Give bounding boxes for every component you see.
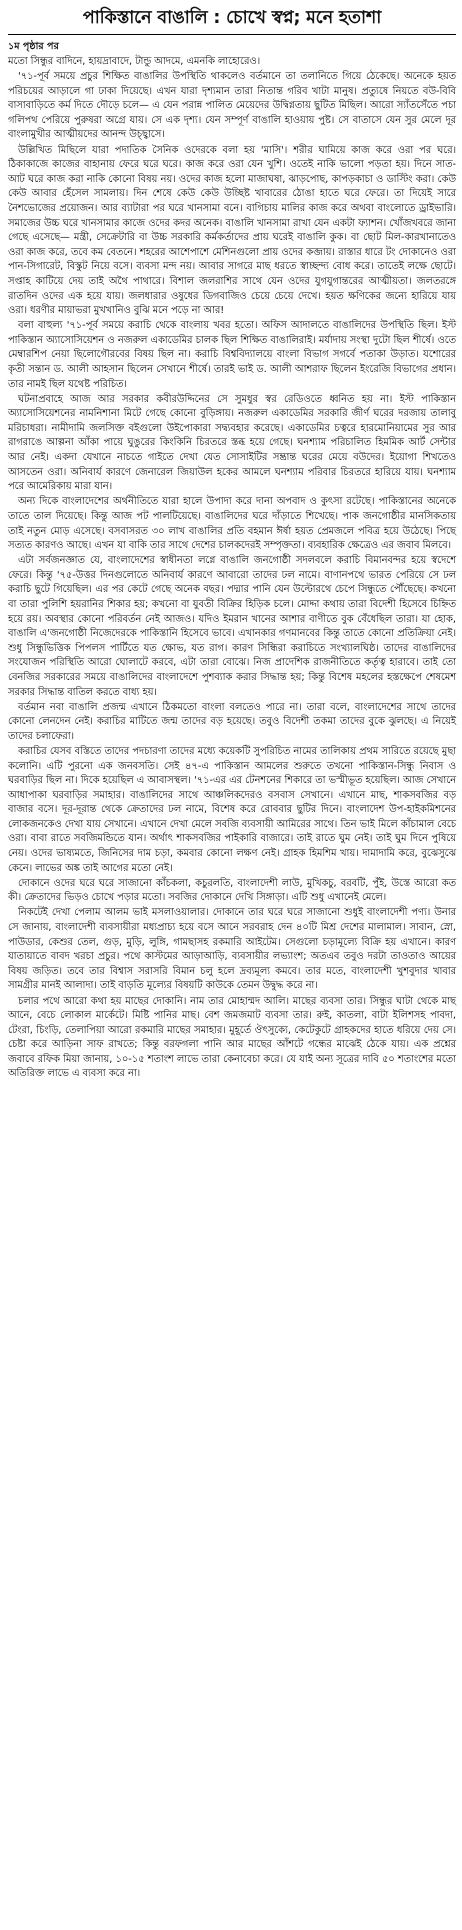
article-paragraph: নিকটেই দেখা পেলাম আলম ভাই মসলাওয়ালার। দোকানে তার ঘরে ঘরে সাজানো শুধুই বাংলাদেশী পণ্য। উনার সে জানায়, বাংলাদেশী ব্যবসায়ীরা মধ্যপ্রাচ্য হয়ে বসে আনে সরবরাহ দেন ৪০টি মিশ্র দেশের মালামাল। সাবান, স্নো, পাউডার, কেশুর তেল, গুড়, মুড়ি, লুঙ্গি, গামছাসহ রকমারি আইটেম। সেগুলো চড়ামূল্যে বিক্রি হয় এখানে। কারণ যাতায়াতে বাবদ খরচা প্রচুর। পথে কাস্টমের আড়াআড়ি, ব্যবসায়ীর লভ্যাংশ; অতএব তবুও দরটা তাওতাও আয়ের বিষয় জড়িত। তবে তার বিশ্বাস সরাসরি বিমান চলু হলে দ্রব্যমূল্য কমবে। তার মতে, বাংলাদেশী খুশবুদার খাবার সামগ্রীর মানই আলাদা। তাই বাড়তি মূল্যের বিষয়টি কাউকে তেমন উদ্বুদ্ধ করে না। <box>8 907 456 992</box>
article-paragraph: উল্লিখিত মিছিলে যারা পদাতিক সৈনিক ওদেরকে বলা হয় 'মাসি'। শরীর ঘামিয়ে কাজ করে ওরা পর ঘরে। ঠিকাকাজে কাজের বাহানায় ফেরে ঘরে ঘরে। কাজ করে ওরা যেন খুশি। ওতেই নাকি ভালো পড়তা হয়। দিনে সাত-আট ঘরে কাজ করা নাকি কোনো বিষয় নয়। ওদের কাজ হলো মাজাঘষা, ঝাড়পোছ, কাপড়কাচা ও ডাস্টিং করা। কেউ কেউ আবার হেঁসেল সামলায়। দিন শেষে কেউ কেউ উচ্ছিষ্ট খাবারের ঠোঙা হাতে ঘরে ফেরে। তা দিয়েই সারে নৈশভোজের প্রয়োজন। আর ব্যাটারা পর ঘরে খানসামা বনে। বাগিচায় মালির কাজ করে অথবা বাংলোতে ড্রাইভারি। সমাজের উচ্চ ঘরে খানসামার কাজে ওদের কদর অনেক। বাঙালি খানসামা রাখা যেন একটা ফ্যাশন। খোঁজখবরে জানা গেছে এসেছে— মন্ত্রী, সেক্রেটারি বা উচ্চ সরকারি কর্মকর্তাদের প্রায় ঘরেই বাঙালি কুক। বা ছোট মিল-কারখানাতেও ওরা কাজ করে, তবে কম বেতনে। শহরের আশেপাশে মেশিনগুলো প্রায় ওদের কব্জায়। রাস্তার ধারে টং দোকানেও ওরা পান-সিগারেট, বিস্কুট নিয়ে বসে। ব্যবসা মন্দ নয়। আবার সাগরে মাছ ধরতে স্বাচ্ছন্দ্য বোধ করে। তাতেই লক্ষে ছোটে। সপ্তাহ কাটিয়ে দেয় তাই অথৈ পাথারে। বিশাল জলরাশির সাথে যেন ওদের যুগযুগান্তরের আত্মীয়তা। জলতরঙ্গে রাতদিন ওদের এক হয়ে যায়। জলধারার ওষুধের ডিগবাজিও চেয়ে চেয়ে দেখে। হয়ত ক্ষণিকের জন্যে হারিয়ে যায় ওরা। ধরণীর মায়াভরা মুখখানিও বুঝি মনে পড়ে না আর! <box>8 144 456 317</box>
article-paragraph: অন্য দিকে বাংলাদেশের অর্থনীতিতে যারা হালে উপাদা করে দানা অপবাদ ও কুৎসা রটেছে। পাকিস্তানের অনেকে তাতে তাল দিয়েছে। কিন্তু আজ পট পালটিয়েছে। বাঙালিদের ঘরে দাঁড়াতে শিখেছে। পাক জনগোষ্ঠীর মানসিকতায় তাই নতুন মোড় এসেছে। বসবাসরত ৩০ লাখ বাঙালির প্রতি বহমান ঈর্ষা হয়ত প্রেমজলে পবিত্র হয়ে উঠেছে। পিছে সত্যত কারণও আছে। এখন যা বাকি তার সাথে দেশের চালকদেরই সম্পৃক্ততা। ব্যবহারিক ক্ষেত্রেও এর জবাব মিলবে। <box>8 496 456 552</box>
article-paragraph: মতো সিন্ধুর বাদিনে, হায়দ্রাবাদে, টান্ডু আদমে, এমনকি লাহোরেও। <box>8 56 261 67</box>
article-body <box>8 55 456 1082</box>
continued-from-label: ১ম পৃষ্ঠার পর <box>8 41 59 52</box>
article-paragraph: করাচির যেসব বস্তিতে তাদের পদচারণা তাদের মধ্যে কয়েকটি সুপরিচিত নামের তালিকায় প্রথম সারিতে রয়েছে মুছা কলোনি। এটি পুরনো এক জনবসতি। সেই ৪৭-এ পাকিস্তান আমলের শুরুতে তখনো পাকিস্তান-সিন্ধু নিবাস ও ঘরবাড়ির ছিল না। দিকে হয়েছিল এ আবাসস্থল। '৭১-এর এর টেনশনের শিকারে তা ভস্মীভূত হয়েছিল। আজ সেখানে আধাপাকা ঘরবাড়ির সমাহার। বাঙালিদের সাথে আঞ্চলিকদেরও বসবাস সেখানে। এখানে মাছ, শাকসবজির বড় বাজার বসে। দূর-দূরান্ত থেকে ক্রেতাদের ঢল নামে, বিশেষ করে রোববার ছুটির দিনে। বাংলাদেশ উপ-হাইকমিশনের লোকজনকেও দেখা যায় সেখানে। এখানে দেখা মেলে সবজি ব্যবসায়ী আমিরের সাথে। তিন ভাই মিলে কাঁচামাল বেচে ওরা। বাবা রাতে সবজিমন্ডিতে যান। অর্থাৎ শাকসবজির পাইকারি বাজারে। তাই রাতে ঘুম নেই। তাই ঘুম দিনে পুষিয়ে নেয়। ওদের ভাষ্যমতে, জিনিসের দাম চড়া, কমবার কোনো লক্ষণ নেই। গ্রাহক হিমশিম খায়। দামাদামি করে, বুঝেসুঝে কেনে। লাভের অঙ্ক তাই আগের মতো নেই। <box>8 745 456 874</box>
article-paragraph: চলার পথে আরো কথা হয় মাছের দোকানি। নাম তার মোহাম্মদ আলি। মাছের ব্যবসা তার। সিন্ধুর ঘাটা থেকে মাছ আনে, বেচে লোকাল মার্কেটে। মিষ্টি পানির মাছ। বেশ জমজমাট ব্যবসা তার। রুই, কাতলা, বাটা ইলিশসহ পাবদা, টেংরা, চিংড়ি, তেলাপিয়া আরো রকমারি মাছের সমাহার। মুহূর্তে ঔৎসুক্যে, কেটেকুটে গ্রাহকদের হাতে ধরিয়ে দেয় সে। চেষ্টা করে আড়িনা সাফ রাখতে; কিন্তু বরফগলা পানি আর মাছের আঁশটে গন্ধের মাঝেই ঠেকে যায়। এক প্রশ্নের জবাবে রফিক মিয়া জানায়, ১০-১৫ শতাংশ লাভে তারা কেনাবেচা করে। যে যাই অন্য সূত্রের দাবি ৫০ শতাংশের মতো অতিরিক্ত লাভে এ ব্যবসা করে না। <box>8 995 456 1080</box>
article-paragraph: বলা বাহুল্য '৭১-পূর্ব সময়ে করাচি থেকে বাংলায় খবর হতো। অফিস আদালতে বাঙালিদের উপস্থিতি ছিল। ইস্ট পাকিস্তান অ্যাসোসিয়েশন ও নজরুল একাডেমির চালক ছিল শিক্ষিত বাঙালিরাই। মর্যাদায় সংস্থা দুটো ছিল শীর্ষে। ওতে মেম্বারশিপ নেয়া ছিলোগৌরবের বিষয় ছিল না। করাচি বিশ্ববিদ্যালয়ে বাংলা বিভাগ সগর্বে পতাকা উড়াত। যশোরের কৃতী সন্তান ড. আলী আহসান ছিলেন সেখানে শীর্ষে। তারই ভাই ড. আলী আশরাফ ছিলেন ইংরেজি বিভাগের প্রধান। তার নামই ছিল যথেষ্ট পরিচিত। <box>8 320 456 390</box>
article-headline: পাকিস্তানে বাঙালি : চোখে স্বপ্ন; মনে হতাশা <box>8 6 456 35</box>
article-paragraph: বর্তমান নবা বাঙালি প্রজন্ম এখানে ঠিকমতো বাংলা বলতেও পারে না। তারা বলে, বাংলাদেশের সাথে তাদের কোনো লেনদেন নেই। করাচির মাটিতে জন্ম তাদের বড় হয়েছে। তবুও বিদেশী তকমা তাদের বুকে ঝুলছে। এ নিয়েই তাদের চলাফেরা। <box>8 701 456 742</box>
article-paragraph: ঘটনাপ্রবাহে আজ আর সরকার কবীরউদ্দিনের সে সুমধুর স্বর রেডিওতে ধ্বনিত হয় না। ইস্ট পাকিস্তান অ্যাসোসিয়েশনের নামনিশানা মিটে গেছে কোনো বুড়িঙ্গায়। নজরুল একাডেমির সরকারি জীর্ণ ঘরের দরজায় তালাবু মরিচাধরা। নামীদামি জলসিক্ত বইগুলো উইপোকারা সদ্ব্যবহার করেছে। একাডেমির চত্বরে হারমোনিয়ামের সুর আর রাগরাঙে আল্পনা আঁকা পায়ে ঘুঙুরের কিংকিনি চিরতরে স্তব্ধ হয়ে গেছে। ঘনশ্যাম পরিচালিত হিমমিক আর্ট সেন্টার আর নেই। একদা যেখানে নাচতে গাইতে দেখা যেত সোসাইটির সম্ভ্রান্ত ঘরের মেয়ে বউদের। ইয়োগা শিখতেও আসতেন ওরা। অনিবার্য কারণে জেনারেল জিয়াউল হকের আমলে ঘনশ্যাম পরিবার চিরতরে হারিয়ে যায়। ঘনশ্যাম পরে আমেরিকায় মারা যান। <box>8 393 456 493</box>
article-paragraph: এটা সর্বজনজ্ঞাত যে, বাংলাদেশের স্বাধীনতা লগ্নে বাঙালি জনগোষ্ঠী সদলবলে করাচি বিমানবন্দর হয়ে স্বদেশে ফেরে। কিন্তু '৭৫-উত্তর দিনগুলোতে অনিবার্য কারণে আবারো তাদের ঢল নামে। বাণানপথে ভারত পেরিয়ে সে ঢল করাচি ছুটে গিয়েছিল। এর পর কেটে গেছে অনেক বছর। পদ্মার পানি যেন উল্টোরথে চেপে সিন্ধুতে পৌঁছেছে। কখনো বা তারা পুলিশি হয়রানির শিকার হয়; কখনো বা যুবতী বিক্রির হিড়িক চলে। মোদ্দা কথায় তারা বিদেশী হিসেবে চিহ্নিত হয়ে রয়। অবস্থার কোনো পরিবর্তন নেই আজও। যদিও ইমরান খানের আশার বাণীতে বুক বেঁধেছিল তারা। যা হোক, বাঙালি এ'জনগোষ্ঠী নিজেদেরকে পাকিস্তানি হিসেবে ভাবে। এখানকার গণমানবের কিন্তু তাতে কোনো প্রতিক্রিয়া নেই। শুধু সিন্ধুভিত্তিক পিপলস পার্টিতে যত ক্ষোভ, যত রাগ। কারণ সিন্ধিরা করাচিতে সংখ্যালঘিষ্ঠ। তাদের বাঙালিদের সংযোজন পরিস্থিতি আরো ঘোলাটে করবে, এটা তারা বোঝে। নিজ প্রাদেশিক রাজনীতিতে কর্তৃত্ব হারাবে। তাই তো বেনজির সরকারের সময়ে বাঙালিদের বাংলাদেশে পুশব্যাক করার সিদ্ধান্ত হয়; কিন্তু বিশেষ মহলের হস্তক্ষেপে শেষমেশ সরকার সিদ্ধান্ত বাতিল করতে বাধ্য হয়। <box>8 555 456 698</box>
article-paragraph: দোকানে ওদের ঘরে ঘরে সাজানো কাঁচকলা, কচুরলতি, বাংলাদেশী লাউ, মুখিকচু, বরবটি, পুঁই, উস্তে আরো কত কী। ক্রেতাদের ভিড়ও চোখে পড়ার মতো। সবজির দোকানে দেখি সিঙ্গাড়া। এটি শুধু এখানেই মেলে। <box>8 877 456 904</box>
article-paragraph: '৭১-পূর্ব সময়ে প্রচুর শিক্ষিত বাঙালির উপস্থিতি থাকলেও বর্তমানে তা তলানিতে গিয়ে ঠেকেছে। অনেকে হয়ত পরিচয়ের আড়ালে গা ঢাকা দিয়েছে। এখন যারা দৃশ্যমান তারা নিতান্ত গরিব খাটা মানুষ। প্রত্যুষে নিয়তে বউ-বিবি বাসাবাড়িতে কর্ম দিতে দৌড়ে চলে— এ যেন পরান্ন পালিত মেয়েদের উদ্বিগ্নতায় ছুটিত মিছিল। আরো স্যাঁতসেঁতে পচা গলিপথ পেরিয়ে পুরুষরা অগ্রে যায়। সে এক দৃশ্য। যেন সম্পূর্ণ বাঙালি হাওয়ায় পুষ্ট। সে বাতাসে যেন সুর মেলে দূর বাংলামুখীর আত্মীয়দের আনন্দ উচ্ছ্বাসে। <box>8 71 456 141</box>
